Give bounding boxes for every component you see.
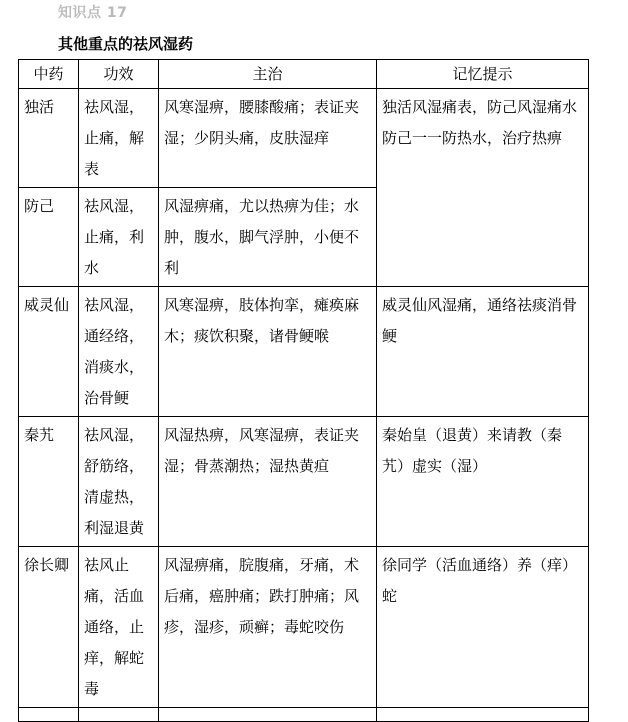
herb-name-cell: 威灵仙 [19,287,79,417]
indication-cell: 风湿痹痛，脘腹痛，牙痛，术后痛，癌肿痛；跌打肿痛；风疹，湿疹，顽癣；毒蛇咬伤 [159,547,377,708]
empty-cell [377,708,589,722]
page-title: 其他重点的祛风湿药 [58,35,194,53]
herb-name-cell: 独活 [19,89,79,188]
header-cell-memory-tip: 记忆提示 [377,60,589,89]
indication-cell: 风湿热痹，风寒湿痹，表证夹湿；骨蒸潮热；湿热黄疸 [159,417,377,547]
indication-cell: 风寒湿痹，肢体拘挛，瘫痪麻木；痰饮积聚，诸骨鲠喉 [159,287,377,417]
table-row-partial [19,708,589,722]
empty-cell [19,708,79,722]
table-row [19,417,589,547]
effect-cell: 祛风湿，止痛，解表 [79,89,159,188]
indication-cell: 风寒湿痹，腰膝酸痛；表证夹湿；少阴头痛，皮肤湿痒 [159,89,377,188]
empty-cell [159,708,377,722]
effect-cell: 祛风湿，舒筋络，清虚热，利湿退黄 [79,417,159,547]
table-row [19,89,589,188]
table-row [19,547,589,708]
memory-tip-line: 独活风湿痛表，防己风湿痛水 [382,98,578,116]
memory-tip-cell: 威灵仙风湿痛，通络祛痰消骨鲠 [377,287,589,417]
herb-table [18,59,589,722]
memory-tip-cell: 秦始皇（退黄）来请教（秦艽）虚实（湿） [377,417,589,547]
herb-name-cell: 徐长卿 [19,547,79,708]
header-cell-indication: 主治 [159,60,377,89]
effect-cell: 祛风止痛，活血通络，止痒，解蛇毒 [79,547,159,708]
memory-tip-line: 防己一一防热水，治疗热痹 [382,129,563,147]
memory-tip-cell [377,89,589,287]
indication-cell: 风湿痹痛，尤以热痹为佳；水肿，腹水，脚气浮肿，小便不利 [159,188,377,287]
herb-name-cell: 防己 [19,188,79,287]
header-cell-effect: 功效 [79,60,159,89]
effect-cell: 祛风湿，通经络，消痰水，治骨鲠 [79,287,159,417]
table-row [19,287,589,417]
section-number: 知识点 17 [58,5,128,21]
table-header-row [19,60,589,89]
header-cell-herb: 中药 [19,60,79,89]
herb-name-cell: 秦艽 [19,417,79,547]
effect-cell: 祛风湿，止痛，利水 [79,188,159,287]
memory-tip-cell: 徐同学（活血通络）养（痒）蛇 [377,547,589,708]
empty-cell [79,708,159,722]
